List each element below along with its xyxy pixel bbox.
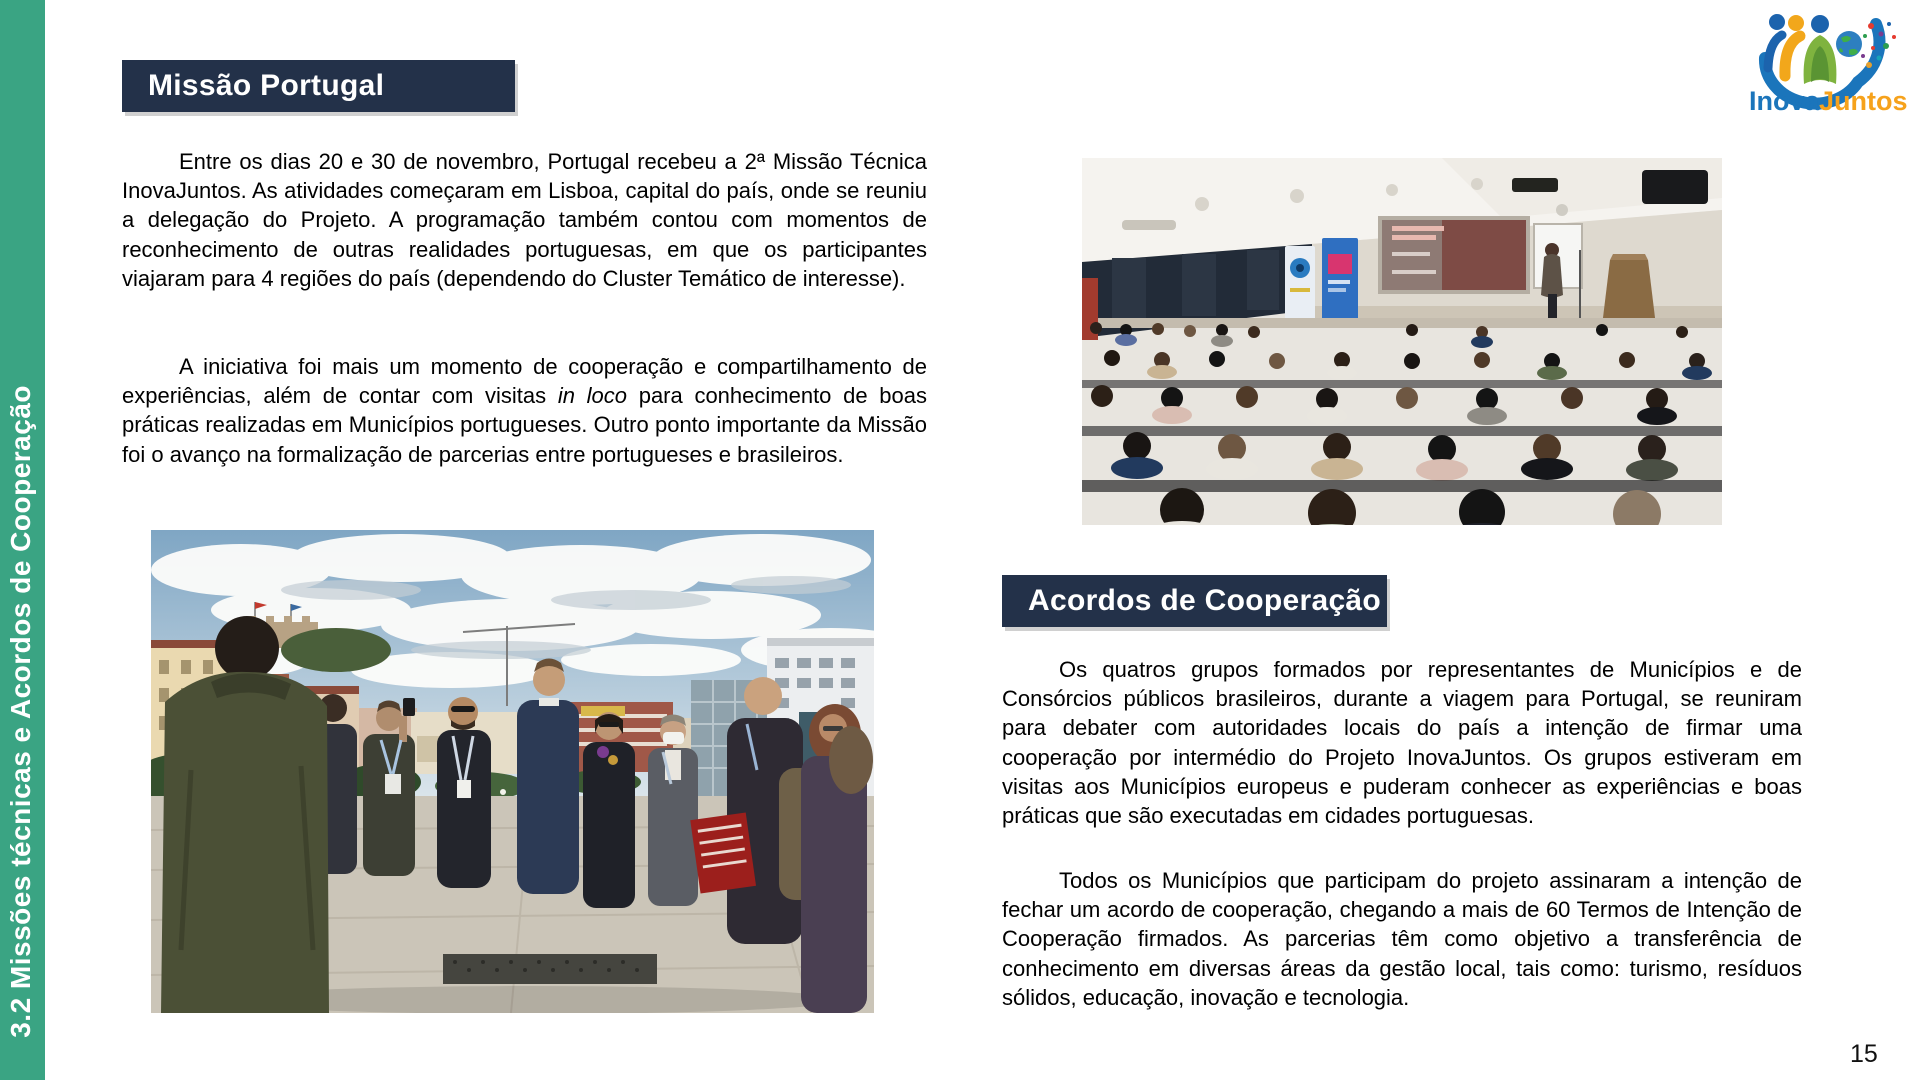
conference-photo-graphic	[1082, 158, 1722, 525]
paragraph-mission-2-italic: in loco	[557, 383, 628, 409]
paragraph-mission-2-before: A iniciativa foi mais um momento de cooperação e compartilhamento de experiências, além de contar com visitas	[122, 354, 927, 409]
paragraph-accords-1: Os quatros grupos formados por representantes de Municípios e de Consórcios públicos brasileiros, durante a viagem para Portugal, se reuniram para debater com autoridades locais do país a intenção de firmar uma cooperação por intermédio do Projeto InovaJuntos. Os grupos estiveram em visitas aos Municípios europeus e puderam conhecer as experiências e boas práticas que são executadas em cidades portuguesas.	[1002, 657, 1802, 829]
chapter-sidebar	[0, 0, 45, 1080]
paragraph-mission-2-after: para conhecimento de boas práticas realizadas em Municípios portugueses. Outro ponto importante da Missão foi o avanço na formalização de parcerias entre portugueses e brasileiros.	[122, 383, 927, 467]
inovajuntos-logo	[1745, 6, 1915, 118]
paragraph-accords-2: Todos os Municípios que participam do projeto assinaram a intenção de fechar um acordo de cooperação, chegando a mais de 60 Termos de Intenção de Cooperação firmados. As parcerias têm como objetivo a transferência de conhecimento em diversas áreas da gestão local, tais como: turismo, resíduos sólidos, educação, inovação e tecnologia.	[1002, 868, 1802, 1010]
logo-word-juntos: Juntos	[1819, 86, 1908, 116]
chapter-label: 3.2 Missões técnicas e Acordos de Cooperação	[5, 385, 36, 1038]
section-header-acordos-cooperacao	[1002, 575, 1387, 627]
section-header-missao-portugal	[122, 60, 515, 112]
logo-word-inova: Inova	[1749, 86, 1820, 116]
paragraph-mission-2	[122, 352, 927, 469]
section-title: Missão Portugal	[148, 69, 385, 102]
conference-audience-photo	[1082, 158, 1722, 525]
lisbon-photo-graphic	[151, 530, 874, 1013]
paragraph-mission-1: Entre os dias 20 e 30 de novembro, Portugal recebeu a 2ª Missão Técnica InovaJuntos. As atividades começaram em Lisboa, capital do país, onde se reuniu a delegação do Projeto. A programação também contou com momentos de reconhecimento de outras realidades portuguesas, em que os participantes viajaram para 4 regiões do país (dependendo do Cluster Temático de interesse).	[122, 149, 927, 291]
section-title: Acordos de Cooperação	[1028, 584, 1382, 617]
page-number: 15	[1850, 1040, 1878, 1068]
inovajuntos-logo-graphic	[1745, 6, 1915, 118]
lisbon-group-photo	[151, 530, 874, 1013]
